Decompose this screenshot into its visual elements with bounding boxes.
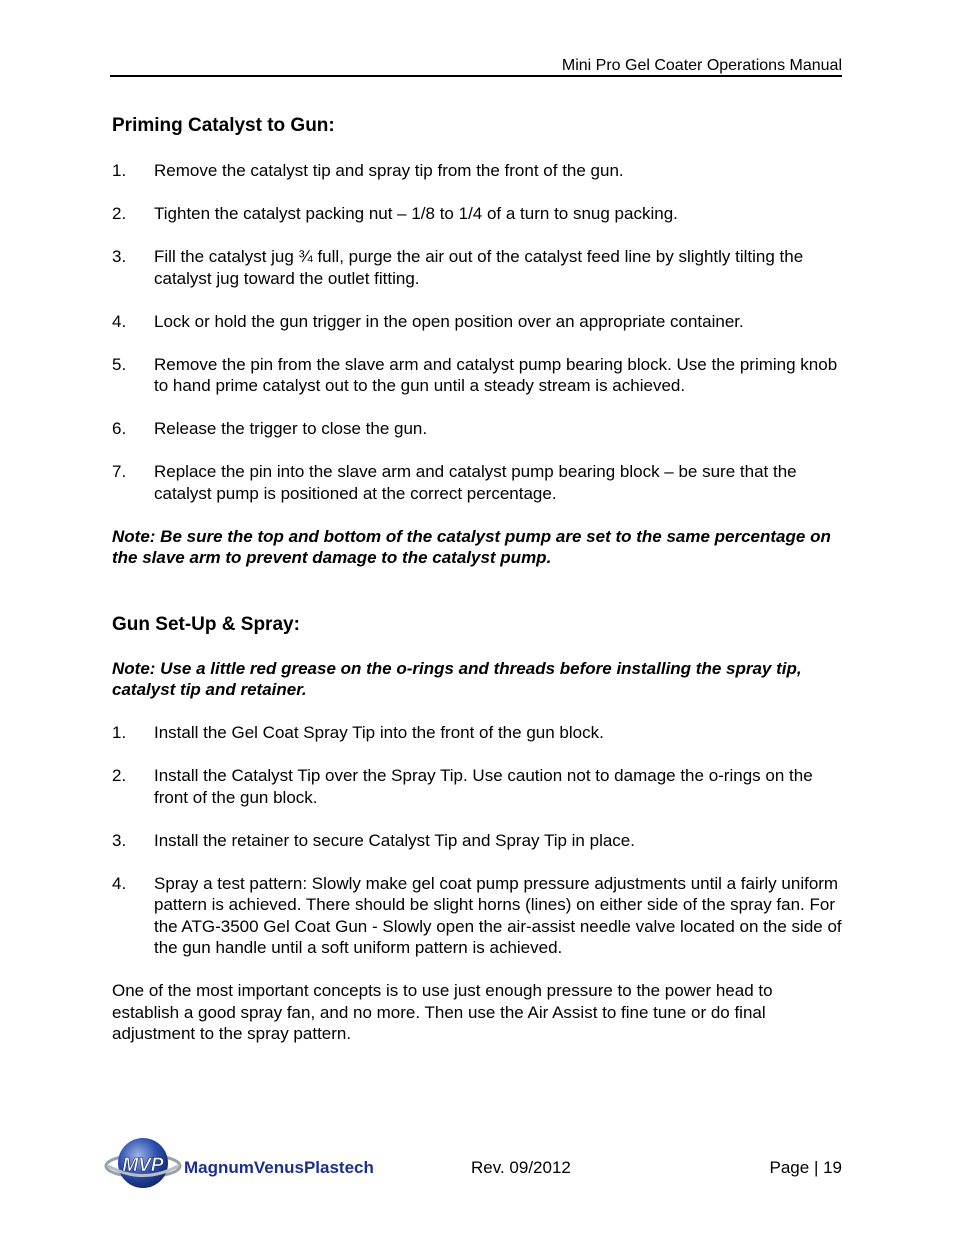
list-item: 1. Install the Gel Coat Spray Tip into the front of the gun block. — [112, 723, 604, 742]
header-divider — [110, 75, 842, 77]
list-item: 5. Remove the pin from the slave arm and catalyst pump bearing block. Use the priming knob to hand prime catalyst out to the gun until a steady stream is achieved. — [112, 354, 838, 395]
pressure-paragraph: One of the most important concepts is to use just enough pressure to the power head to establish a good spray fan, and no more. Then use the Air Assist to fine tune or do final adjustment to the spray pattern. — [112, 981, 773, 1043]
list-item: 3. Install the retainer to secure Catalyst Tip and Spray Tip in place. — [112, 830, 635, 850]
list-item: 1. Remove the catalyst tip and spray tip from the front of the gun. — [112, 161, 624, 180]
priming-steps-list — [112, 160, 842, 504]
list-item: 2. Install the Catalyst Tip over the Spray Tip. Use caution not to damage the o-rings on the front of the gun block. — [112, 766, 813, 807]
mvp-globe-icon — [100, 1135, 390, 1197]
list-item: 6. Release the trigger to close the gun. — [112, 419, 428, 438]
list-item: 3. Fill the catalyst jug ¾ full, purge the air out of the catalyst feed line by slightly tilting the catalyst jug toward the outlet fitting. — [112, 247, 804, 288]
list-item: 4. Spray a test pattern: Slowly make gel coat pump pressure adjustments until a fairly uniform pattern is achieved. There should be slight horns (lines) on either side of the spray fan. For the ATG-3500 Gel Coat Gun - Slowly open the air-assist needle valve located on the side of the gun handle until a soft uniform pattern is achieved. — [112, 873, 842, 957]
gun-setup-steps-list — [112, 722, 842, 959]
section-heading-gun-setup: Gun Set-Up & Spray: — [112, 613, 300, 635]
list-item: 4. Lock or hold the gun trigger in the open position over an appropriate container. — [112, 311, 744, 331]
list-item: 7. Replace the pin into the slave arm and catalyst pump bearing block – be sure that the catalyst pump is positioned at the correct percentage. — [112, 462, 797, 503]
company-logo — [100, 1135, 390, 1197]
catalyst-pump-note: Note: Be sure the top and bottom of the catalyst pump are set to the same percentage on the slave arm to prevent damage to the catalyst pump. — [112, 526, 831, 567]
section-heading-priming: Priming Catalyst to Gun: — [112, 115, 335, 136]
grease-note: Note: Use a little red grease on the o-rings and threads before installing the spray tip, catalyst tip and retainer. — [112, 658, 802, 699]
page-number: Page | 19 — [769, 1158, 842, 1177]
list-item: 2. Tighten the catalyst packing nut – 1/8 to 1/4 of a turn to snug packing. — [112, 204, 678, 223]
header-title: Mini Pro Gel Coater Operations Manual — [561, 57, 842, 74]
page-content — [112, 114, 842, 1045]
svg-text:MagnumVenusPlastech: MagnumVenusPlastech — [184, 1158, 374, 1177]
revision-date: Rev. 09/2012 — [471, 1158, 571, 1177]
svg-text:MVP: MVP — [122, 1155, 164, 1176]
